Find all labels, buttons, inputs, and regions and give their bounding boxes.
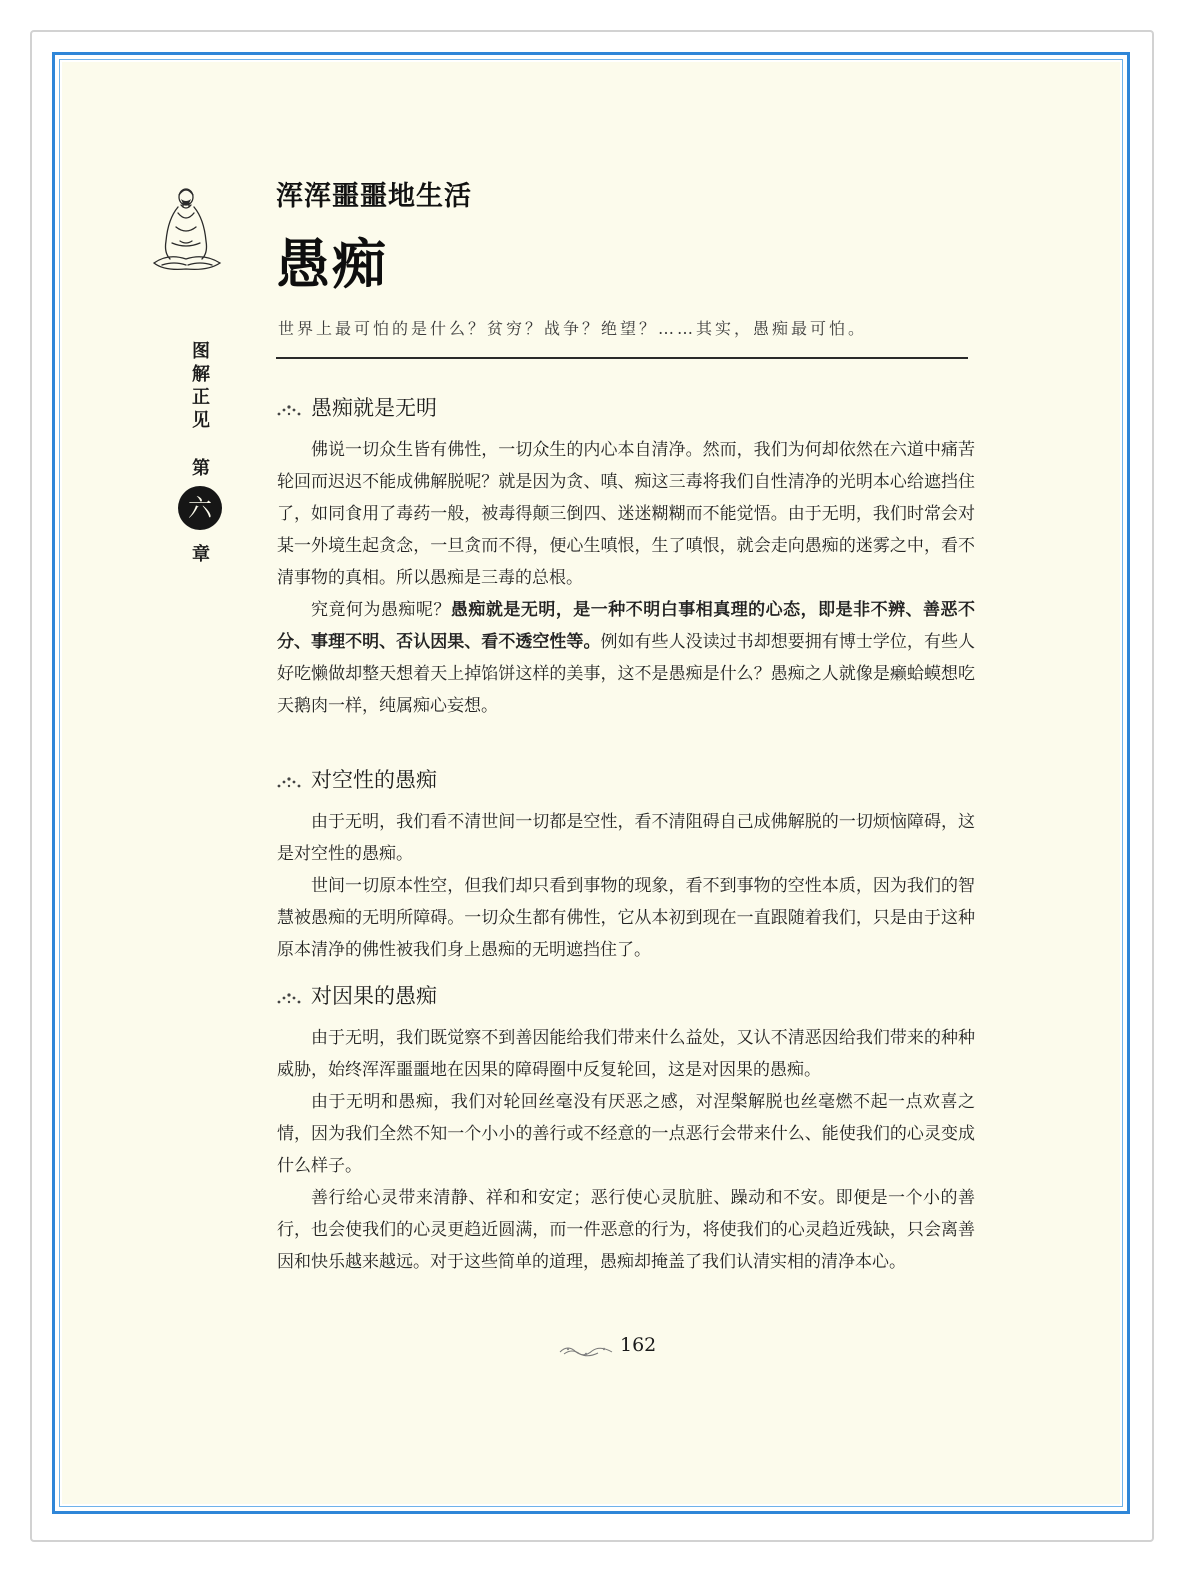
paragraph: 由于无明和愚痴，我们对轮回丝毫没有厌恶之感，对涅槃解脱也丝毫燃不起一点欢喜之情，因为我们全然不知一个小小的善行或不经意的一点恶行会带来什么、能使我们的心灵变成什么样子。 [277, 1092, 975, 1176]
heading-ornament-icon [275, 774, 301, 790]
section-ignorance-is-avidya [277, 394, 975, 722]
side-book-label [186, 340, 216, 432]
heading-ornament-icon [275, 990, 301, 1006]
header-divider [276, 357, 968, 359]
side-label-char: 图 [192, 341, 210, 362]
seated-monk-illustration [148, 183, 226, 275]
chapter-prefix: 第 [192, 458, 210, 479]
chapter-suffix: 章 [192, 544, 210, 565]
page-footer [558, 1332, 678, 1362]
section-heading [275, 394, 975, 422]
section-causality-ignorance [277, 982, 975, 1278]
heading-ornament-icon [275, 402, 301, 418]
lead-sentence: 世界上最可怕的是什么？贫穷？战争？绝望？……其实，愚痴最可怕。 [278, 319, 868, 338]
paragraph: 佛说一切众生皆有佛性，一切众生的内心本自清净。然而，我们为何却依然在六道中痛苦轮回而迟迟不能成佛解脱呢？就是因为贪、嗔、痴这三毒将我们自性清净的光明本心给遮挡住了，如同食用了毒药一般，被毒得颠三倒四、迷迷糊糊而不能觉悟。由于无明，我们时常会对某一外境生起贪念，一旦贪而不得，便心生嗔恨，生了嗔恨，就会走向愚痴的迷雾之中，看不清事物的真相。所以愚痴是三毒的总根。 [277, 440, 975, 588]
page-number: 162 [620, 1334, 657, 1356]
paragraph-text: 究竟何为愚痴呢？ [311, 600, 451, 620]
paragraph: 世间一切原本性空，但我们却只看到事物的现象，看不到事物的空性本质，因为我们的智慧被愚痴的无明所障碍。一切众生都有佛性，它从本初到现在一直跟随着我们，只是由于这种原本清净的佛性被我们身上愚痴的无明遮挡住了。 [277, 876, 975, 960]
section-heading [275, 982, 975, 1010]
paragraph-emphasis: 愚痴就是无明，是一种不明白事相真理的心态，即是非不辨、善恶不分、事理不明、否认因果、看不透空性等。 [277, 600, 976, 652]
paragraph: 由于无明，我们既觉察不到善因能给我们带来什么益处，又认不清恶因给我们带来的种种威胁，始终浑浑噩噩地在因果的障碍圈中反复轮回，这是对因果的愚痴。 [277, 1028, 975, 1080]
chapter-number-badge: 六 [178, 486, 222, 530]
paragraph-text: 例如有些人没读过书却想要拥有博士学位，有些人好吃懒做却整天想着天上掉馅饼这样的美事，这不是愚痴是什么？愚痴之人就像是癞蛤蟆想吃天鹅肉一样，纯属痴心妄想。 [277, 632, 976, 716]
section-heading [275, 766, 975, 794]
section-heading-text: 对因果的愚痴 [311, 984, 437, 1008]
section-heading-text: 对空性的愚痴 [311, 768, 437, 792]
side-label-char: 正 [192, 387, 210, 408]
side-label-char: 解 [192, 364, 210, 385]
paragraph: 善行给心灵带来清静、祥和和安定；恶行使心灵肮脏、躁动和不安。即便是一个小的善行，也会使我们的心灵更趋近圆满，而一件恶意的行为，将使我们的心灵趋近残缺，只会离善因和快乐越来越远。对于这些简单的道理，愚痴却掩盖了我们认清实相的清净本心。 [277, 1188, 975, 1272]
paragraph: 由于无明，我们看不清世间一切都是空性，看不清阻碍自己成佛解脱的一切烦恼障碍，这是对空性的愚痴。 [277, 812, 975, 864]
section-emptiness-ignorance [277, 766, 975, 966]
page-title: 愚痴 [276, 233, 388, 296]
section-heading-text: 愚痴就是无明 [311, 396, 437, 420]
side-label-char: 见 [192, 410, 210, 431]
page-ornament-icon [558, 1342, 614, 1358]
section-subtitle: 浑浑噩噩地生活 [276, 181, 472, 212]
paragraph [277, 594, 975, 722]
